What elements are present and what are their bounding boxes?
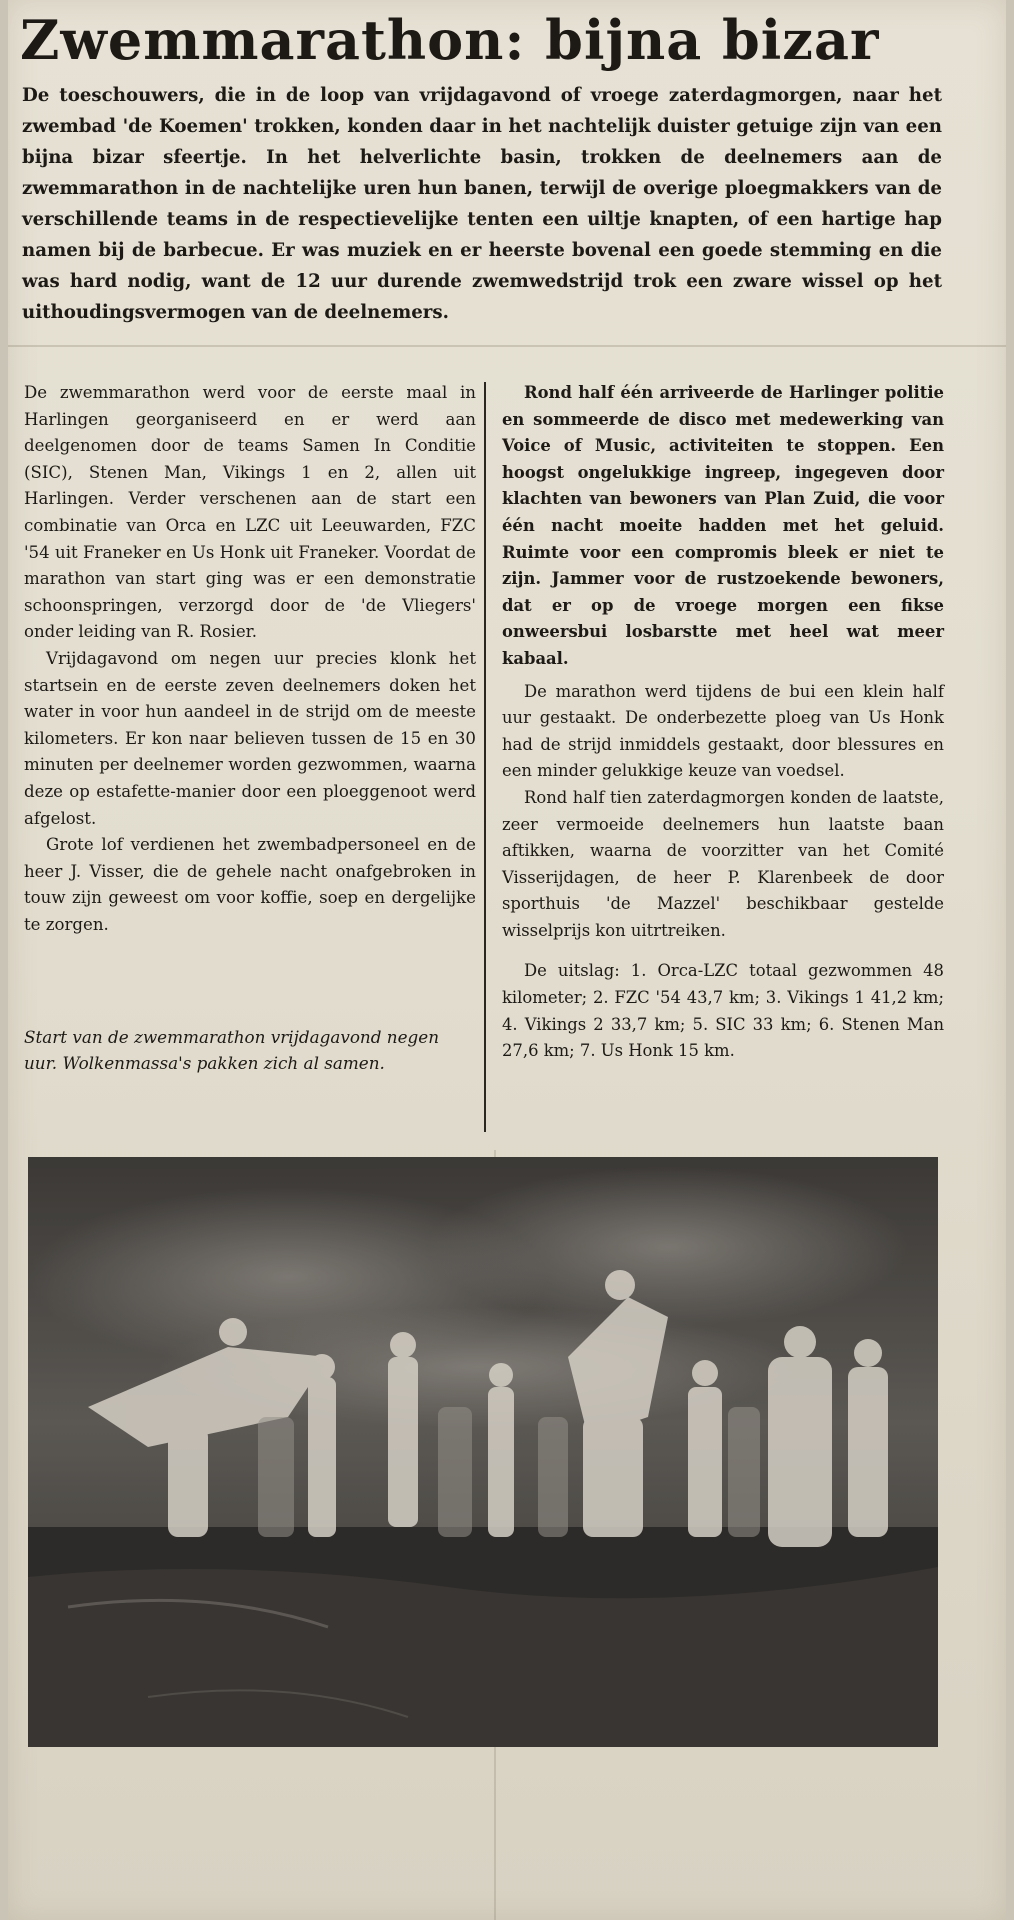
right-column	[502, 380, 944, 1065]
article-photo	[28, 1157, 938, 1747]
fold-line	[8, 345, 1006, 347]
right-paragraph-bold: Rond half één arriveerde de Harlinger politie en sommeerde de disco met medewerking van Voice of Music, activiteiten te stoppen. Een hoogst ongelukkige ingreep, ingegeven door klachten van bewoners van Plan Zuid, die voor één nacht moeite hadden met het geluid. Ruimte voor een compromis bleek er niet te zijn. Jammer voor de rustzoekende bewoners, dat er op de vroege morgen een fikse onweersbui losbarstte met heel wat meer kabaal.	[502, 383, 944, 668]
right-paragraph-1: De marathon werd tijdens de bui een klein half uur gestaakt. De onderbezette ploeg van Us Honk had de strijd inmiddels gestaakt, door blessures en een minder gelukkige keuze van voedsel.	[502, 681, 944, 781]
left-paragraph-3: Grote lof verdienen het zwembadpersoneel en de heer J. Visser, die de gehele nacht onafgebroken in touw zijn geweest om voor koffie, soep en dergelijke te zorgen.	[24, 835, 476, 934]
left-paragraph-2: Vrijdagavond om negen uur precies klonk het startsein en de eerste zeven deelnemers doken het water in voor hun aandeel in de strijd om de meeste kilometers. Er kon naar believen tussen de 15 en 30 minuten per deelnemer worden gezwommen, waarna deze op estafette-manier door een ploeggenoot werd afgelost.	[24, 648, 476, 828]
headline: Zwemmarathon: bijna bizar	[20, 8, 880, 72]
column-divider	[484, 382, 486, 1132]
left-paragraph-1: De zwemmarathon werd voor de eerste maal in Harlingen georganiseerd en er werd aan deelgenomen door de teams Samen In Conditie (SIC), Stenen Man, Vikings 1 en 2, allen uit Harlingen. Verder verschenen aan de start een combinatie van Orca en LZC uit Leeuwarden, FZC '54 uit Franeker en Us Honk uit Franeker. Voordat de marathon van start ging was er een demonstratie schoonspringen, verzorgd door de 'de Vliegers' onder leiding van R. Rosier.	[24, 383, 476, 642]
lead-paragraph: De toeschouwers, die in de loop van vrijdagavond of vroege zaterdagmorgen, naar het zwembad 'de Koemen' trokken, konden daar in het nachtelijk duister getuige zijn van een bijna bizar sfeertje. In het helverlichte basin, trokken de deelnemers aan de zwemmarathon in de nachtelijke uren hun banen, terwijl de overige ploegmakkers van de verschillende teams in de respectievelijke tenten een uiltje knapten, of een hartige hap namen bij de barbecue. Er was muziek en er heerste bovenal een goede stemming en die was hard nodig, want de 12 uur durende zwemwedstrijd trok een zware wissel op het uithoudingsvermogen van de deelnemers.	[22, 85, 942, 323]
swimmers-photo	[28, 1157, 938, 1747]
result-paragraph: De uitslag: 1. Orca-LZC totaal gezwommen 48 kilometer; 2. FZC '54 43,7 km; 3. Vikings 1 41,2 km; 4. Vikings 2 33,7 km; 5. SIC 33 km; 6. Stenen Man 27,6 km; 7. Us Honk 15 km.	[502, 961, 944, 1061]
right-paragraph-2: Rond half tien zaterdagmorgen konden de laatste, zeer vermoeide deelnemers hun laatste baan aftikken, waarna de voorzitter van het Comité Visserijdagen, de heer P. Klarenbeek de door sporthuis 'de Mazzel' beschikbaar gestelde wisselprijs kon uitrtreiken.	[502, 787, 944, 940]
photo-caption: Start van de zwemmarathon vrijdagavond negen uur. Wolkenmassa's pakken zich al samen.	[24, 1027, 440, 1073]
left-column	[24, 380, 476, 938]
